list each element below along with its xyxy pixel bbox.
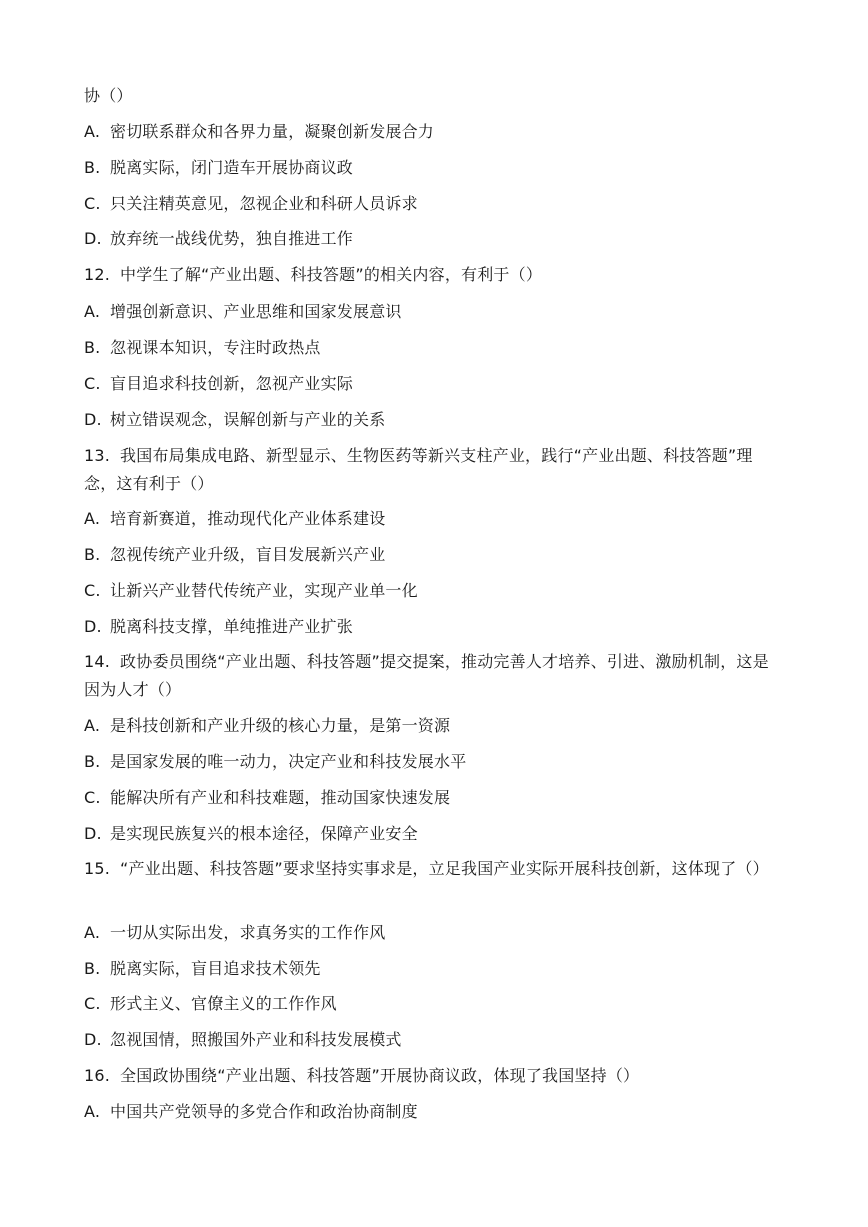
option-d bbox=[84, 229, 353, 249]
option-d bbox=[84, 617, 353, 637]
stem-text: 全国政协围绕“产业出题、科技答题”开展协商议政，体现了我国坚持（） bbox=[120, 1066, 640, 1085]
option-letter: B. bbox=[84, 752, 101, 771]
option-a bbox=[84, 509, 385, 529]
option-text: 放弃统一战线优势，独自推进工作 bbox=[110, 229, 354, 248]
option-letter: A. bbox=[84, 302, 101, 321]
question-13-stem bbox=[84, 442, 784, 498]
option-b bbox=[84, 752, 466, 772]
option-c bbox=[84, 194, 418, 214]
question-number: 15. bbox=[84, 859, 111, 878]
option-letter: C. bbox=[84, 581, 101, 600]
option-letter: B. bbox=[84, 545, 101, 564]
stem-text: 我国布局集成电路、新型显示、生物医药等新兴支柱产业，践行“产业出题、科技答题”理念，这有利于（） bbox=[84, 446, 753, 493]
option-letter: D. bbox=[84, 1030, 102, 1049]
option-letter: A. bbox=[84, 923, 101, 942]
option-text: 脱离科技支撑，单纯推进产业扩张 bbox=[110, 617, 354, 636]
option-c bbox=[84, 788, 450, 808]
option-c bbox=[84, 374, 353, 394]
option-text: 忽视传统产业升级，盲目发展新兴产业 bbox=[110, 545, 386, 564]
option-b bbox=[84, 545, 385, 565]
option-text: 忽视课本知识，专注时政热点 bbox=[110, 338, 321, 357]
option-d bbox=[84, 410, 385, 430]
option-a bbox=[84, 1102, 418, 1122]
option-letter: C. bbox=[84, 994, 101, 1013]
option-letter: A. bbox=[84, 122, 101, 141]
option-text: 是科技创新和产业升级的核心力量，是第一资源 bbox=[110, 716, 451, 735]
option-text: 一切从实际出发，求真务实的工作作风 bbox=[110, 923, 386, 942]
question-number: 13. bbox=[84, 446, 111, 465]
option-letter: C. bbox=[84, 788, 101, 807]
question-16-stem bbox=[84, 1066, 639, 1086]
option-c bbox=[84, 581, 418, 601]
option-letter: A. bbox=[84, 509, 101, 528]
option-text: 能解决所有产业和科技难题，推动国家快速发展 bbox=[110, 788, 451, 807]
stem-text: “产业出题、科技答题”要求坚持实事求是，立足我国产业实际开展科技创新，这体现了（） bbox=[120, 859, 769, 878]
stem-text: 中学生了解“产业出题、科技答题”的相关内容，有利于（） bbox=[120, 265, 543, 284]
option-letter: A. bbox=[84, 716, 101, 735]
option-letter: B. bbox=[84, 338, 101, 357]
question-number: 16. bbox=[84, 1066, 111, 1085]
option-letter: D. bbox=[84, 410, 102, 429]
option-letter: B. bbox=[84, 959, 101, 978]
option-c bbox=[84, 994, 337, 1014]
option-a bbox=[84, 302, 402, 322]
option-text: 是国家发展的唯一动力，决定产业和科技发展水平 bbox=[110, 752, 467, 771]
option-a bbox=[84, 716, 450, 736]
question-15-stem bbox=[84, 855, 784, 883]
option-b bbox=[84, 158, 353, 178]
option-text: 让新兴产业替代传统产业，实现产业单一化 bbox=[110, 581, 418, 600]
option-text: 增强创新意识、产业思维和国家发展意识 bbox=[110, 302, 402, 321]
option-b bbox=[84, 338, 321, 358]
option-text: 只关注精英意见，忽视企业和科研人员诉求 bbox=[110, 194, 418, 213]
option-b bbox=[84, 959, 321, 979]
option-letter: C. bbox=[84, 194, 101, 213]
option-letter: A. bbox=[84, 1102, 101, 1121]
option-letter: C. bbox=[84, 374, 101, 393]
question-12-stem bbox=[84, 265, 542, 285]
option-d bbox=[84, 1030, 402, 1050]
option-text: 树立错误观念，误解创新与产业的关系 bbox=[110, 410, 386, 429]
option-text: 形式主义、官僚主义的工作作风 bbox=[110, 994, 337, 1013]
option-d bbox=[84, 824, 418, 844]
option-letter: D. bbox=[84, 229, 102, 248]
option-a bbox=[84, 923, 385, 943]
option-text: 盲目追求科技创新，忽视产业实际 bbox=[110, 374, 354, 393]
option-text: 中国共产党领导的多党合作和政治协商制度 bbox=[110, 1102, 418, 1121]
option-letter: B. bbox=[84, 158, 101, 177]
question-14-stem bbox=[84, 648, 784, 704]
option-letter: D. bbox=[84, 617, 102, 636]
question-number: 14. bbox=[84, 652, 111, 671]
question-number: 12. bbox=[84, 265, 111, 284]
stem-text: 协（） bbox=[84, 86, 133, 105]
option-letter: D. bbox=[84, 824, 102, 843]
option-text: 密切联系群众和各界力量，凝聚创新发展合力 bbox=[110, 122, 435, 141]
option-text: 脱离实际，闭门造车开展协商议政 bbox=[110, 158, 354, 177]
option-a bbox=[84, 122, 434, 142]
question-stem-continuation bbox=[84, 86, 133, 106]
option-text: 培育新赛道，推动现代化产业体系建设 bbox=[110, 509, 386, 528]
option-text: 忽视国情，照搬国外产业和科技发展模式 bbox=[110, 1030, 402, 1049]
option-text: 脱离实际，盲目追求技术领先 bbox=[110, 959, 321, 978]
stem-text: 政协委员围绕“产业出题、科技答题”提交提案，推动完善人才培养、引进、激励机制，这是因为人才（） bbox=[84, 652, 769, 699]
option-text: 是实现民族复兴的根本途径，保障产业安全 bbox=[110, 824, 418, 843]
